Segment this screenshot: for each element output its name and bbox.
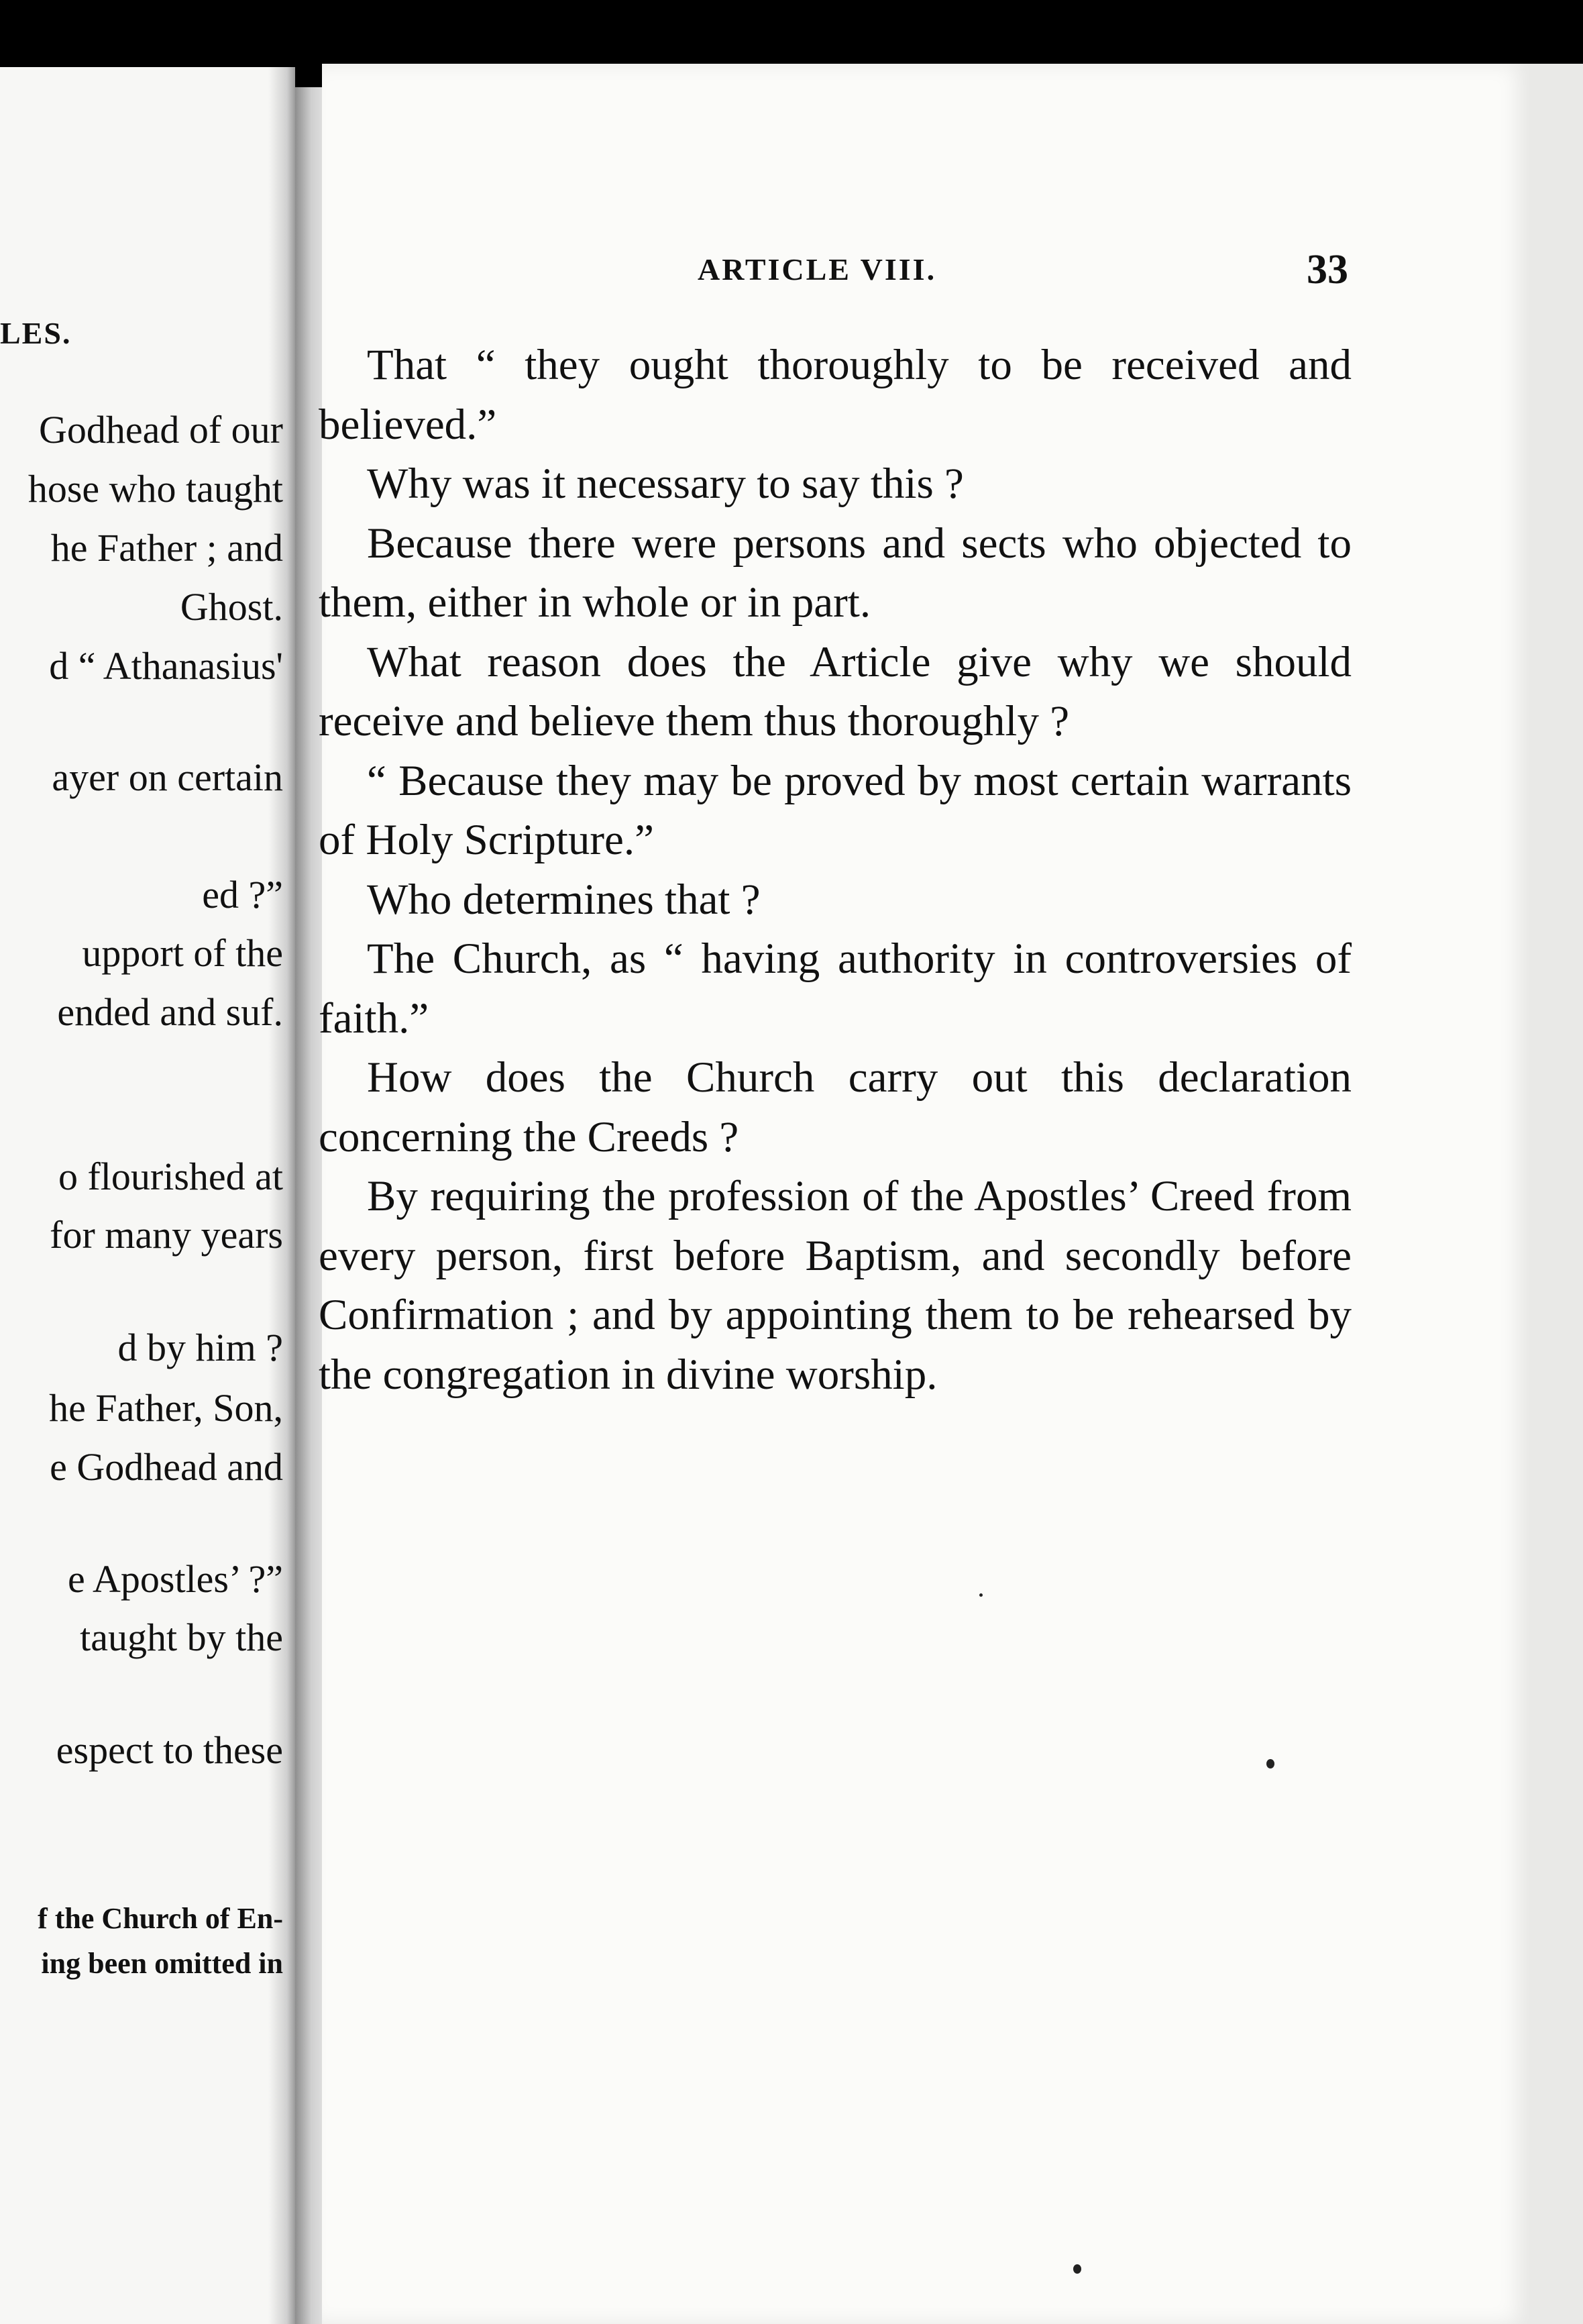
left-page-line: e Apostles’ ?”	[67, 1557, 283, 1601]
left-page-line: hose who taught	[28, 467, 283, 511]
left-page-fragment	[0, 67, 295, 2324]
ink-speck	[1266, 1759, 1274, 1768]
left-page-line: he Father ; and	[50, 526, 283, 570]
paragraph: Why was it necessary to say this ?	[367, 460, 964, 508]
left-page-line: espect to these	[56, 1728, 283, 1772]
ink-speck	[979, 1593, 983, 1597]
page-number: 33	[1307, 247, 1348, 293]
left-page-line: o flourished at	[58, 1155, 283, 1198]
running-head	[382, 247, 1348, 299]
ink-speck	[1073, 2264, 1081, 2274]
left-page-line: d “ Athanasius'	[49, 644, 283, 688]
paragraph: Who determines that ?	[367, 875, 761, 924]
left-page-line: e Godhead and	[50, 1445, 283, 1489]
left-page-line: Ghost.	[180, 585, 283, 629]
left-running-head: LES.	[0, 316, 72, 350]
left-page-line: taught by the	[80, 1616, 283, 1659]
left-page-footnote-line: ing been omitted in	[41, 1947, 283, 1980]
paragraph: Because there were persons and sects who objected to them, either in whole or in part.	[319, 519, 1352, 627]
running-title: ARTICLE VIII.	[698, 252, 937, 286]
left-page-line: d by him ?	[117, 1326, 283, 1369]
left-page-line: ended and suf.	[57, 990, 283, 1034]
paragraph: What reason does the Article give why we should receive and believe them thus thoroughly ?	[319, 637, 1352, 745]
left-page-line: ed ?”	[202, 873, 283, 916]
left-page-line: for many years	[50, 1213, 283, 1257]
paragraph: That “ they ought thoroughly to be received and believed.”	[319, 341, 1352, 449]
article-body	[319, 335, 1352, 1404]
left-page-line: Godhead of our	[38, 408, 283, 452]
left-page-line: upport of the	[82, 931, 283, 975]
left-page-line: he Father, Son,	[49, 1386, 283, 1430]
paragraph: “ Because they may be proved by most certain warrants of Holy Scripture.”	[319, 756, 1352, 864]
paragraph: By requiring the profession of the Apostles’ Creed from every person, first before Baptism, and secondly before Confirmation ; and by appointing them to be rehearsed by the congregation in divine worship.	[319, 1172, 1352, 1399]
left-page-footnote-line: f the Church of En-	[38, 1902, 283, 1935]
left-page-line: ayer on certain	[52, 755, 283, 799]
page-edge	[1529, 64, 1583, 2324]
paragraph: How does the Church carry out this declaration concerning the Creeds ?	[319, 1053, 1352, 1161]
paragraph: The Church, as “ having authority in controversies of faith.”	[319, 935, 1352, 1043]
